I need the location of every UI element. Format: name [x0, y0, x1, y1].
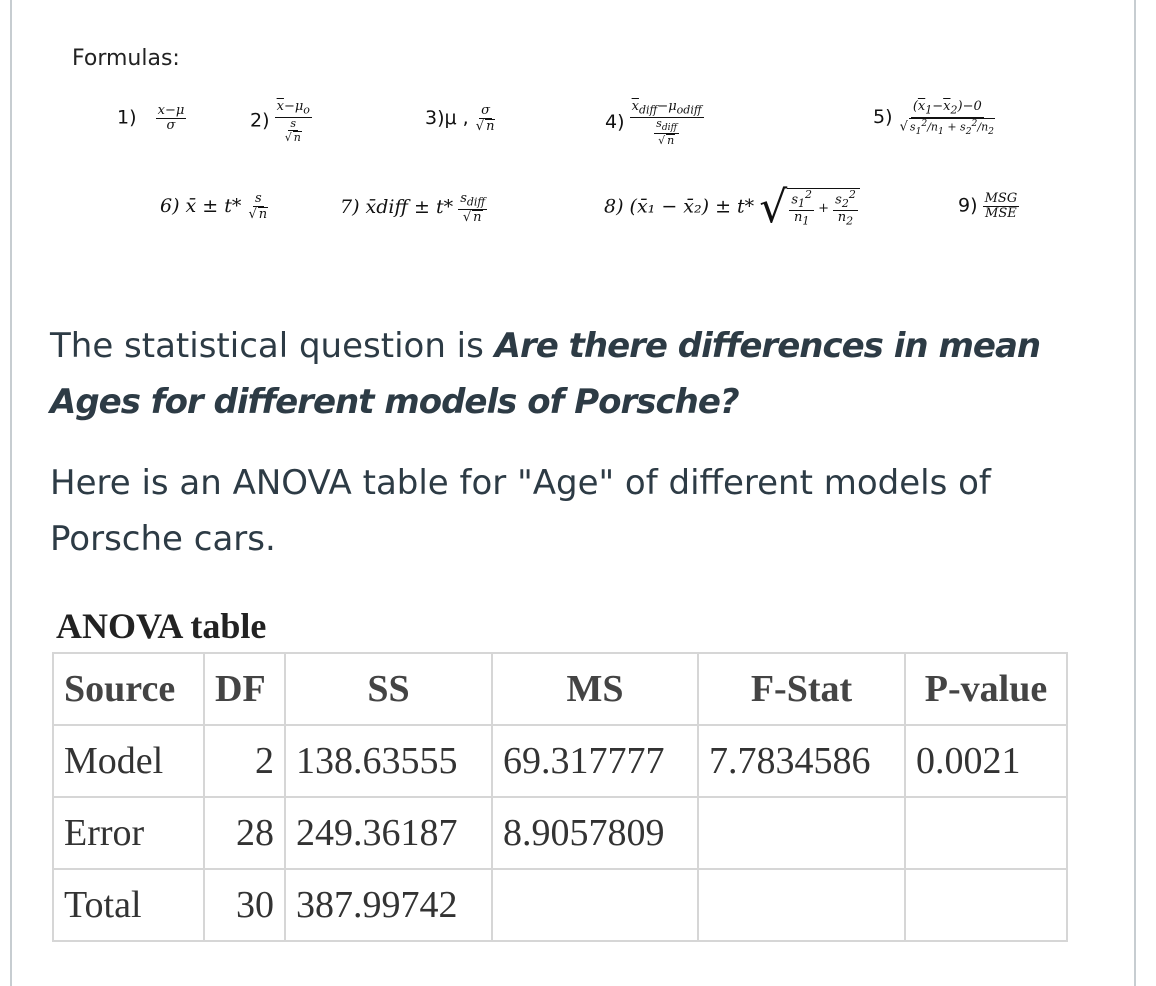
header-f-stat: F-Stat [698, 653, 905, 725]
formula-3-number: 3)μ , [425, 106, 469, 129]
cell-df: 2 [204, 725, 285, 797]
formula-3: 3)μ , $\frac{\sigma}{√ n}$ [425, 103, 495, 135]
formula-9-number: 9) [958, 194, 978, 217]
cell-ss: 387.99742 [285, 869, 492, 941]
question-emphasis: Are there differences in mean Ages for different models of Porsche? [50, 326, 1041, 422]
cell-source: Error [53, 797, 204, 869]
header-df: DF [204, 653, 285, 725]
cell-p-value: 0.0021 [905, 725, 1067, 797]
formula-7-text: 7) x̄diff ± t* [340, 195, 454, 218]
formula-6-text: 6) x̄ ± t* [160, 194, 242, 217]
formula-8: 8) (x̄₁ − x̄₂) ± t* √ $\frac{s_1^2}{n_1}$ + $\frac{s_2^2}{n_2}$ [604, 186, 860, 230]
formulas-label: Formulas: [72, 46, 180, 71]
table-header-row [53, 653, 1067, 725]
header-p-value: P-value [905, 653, 1067, 725]
cell-source: Total [53, 869, 204, 941]
formula-4: 4) $\frac{\overline{x}_{diff}-\mu_{odiff}}{\frac{s_{diff}}{√ n}}$ [605, 99, 702, 147]
cell-p-value [905, 869, 1067, 941]
table-row [53, 725, 1067, 797]
formula-1-number: 1) [117, 106, 137, 129]
table-row [53, 797, 1067, 869]
statistical-question [50, 318, 1080, 430]
formula-5: 5) $\frac{(\overline{x}_1-\overline{x}_2)-0}{√ s_1^2/n_1 + s_2^2/n_2}$ [873, 99, 994, 137]
cell-f-stat [698, 797, 905, 869]
formula-2-number: 2) [250, 109, 270, 132]
header-source: Source [53, 653, 204, 725]
anova-intro: Here is an ANOVA table for "Age" of different models of Porsche cars. [50, 463, 991, 559]
cell-f-stat [698, 869, 905, 941]
header-ss: SS [285, 653, 492, 725]
formula-6: 6) x̄ ± t* $\frac{s}{√ n}$ [160, 191, 268, 223]
cell-ms: 8.9057809 [492, 797, 698, 869]
cell-source: Model [53, 725, 204, 797]
cell-f-stat: 7.7834586 [698, 725, 905, 797]
question-prefix: The statistical question is [50, 326, 495, 366]
table-row [53, 869, 1067, 941]
cell-p-value [905, 797, 1067, 869]
anova-title: ANOVA table [56, 606, 267, 646]
header-ms: MS [492, 653, 698, 725]
anova-table [52, 652, 1068, 942]
formula-5-number: 5) [873, 105, 893, 128]
cell-ss: 249.36187 [285, 797, 492, 869]
cell-ss: 138.63555 [285, 725, 492, 797]
formula-9: 9) $\frac{\text{MSG}}{\text{MSE}}$ [958, 191, 1018, 222]
formula-8-text: 8) (x̄₁ − x̄₂) ± t* [604, 195, 755, 218]
formula-1: 1) $\frac{x-\mu}{\sigma}$ [117, 103, 185, 134]
cell-df: 30 [204, 869, 285, 941]
formula-7: 7) x̄diff ± t* $\frac{s_{diff}}{√ n}$ [340, 191, 486, 225]
formula-2: 2) $\frac{\overline{x}-\mu_o}{\frac{s}{√ n}}$ [250, 99, 310, 144]
cell-df: 28 [204, 797, 285, 869]
cell-ms: 69.317777 [492, 725, 698, 797]
formula-4-number: 4) [605, 111, 625, 134]
cell-ms [492, 869, 698, 941]
